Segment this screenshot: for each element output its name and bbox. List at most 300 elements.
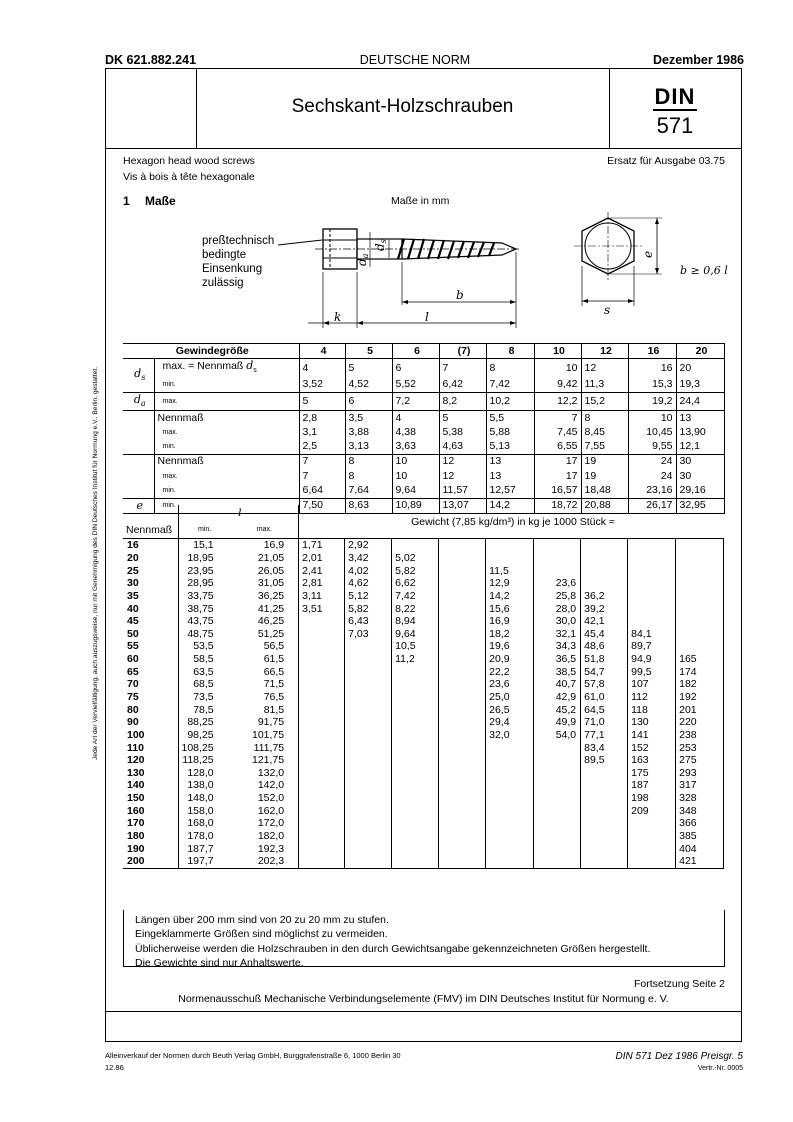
weight-value: 2,01 [299,552,345,565]
dimension-value: 17 [534,454,581,469]
weight-value [439,741,486,754]
notes [135,913,650,970]
dimension-value: 10 [392,454,439,469]
label-l: l [425,310,429,324]
section-title: Maße [145,194,176,208]
weight-value [299,653,345,666]
weight-value [581,564,628,577]
weight-value: 385 [676,830,724,843]
weight-value [439,678,486,691]
weight-value [299,678,345,691]
dimension-value: 13 [676,410,724,425]
weight-value [534,564,581,577]
weight-value: 20,9 [486,653,534,666]
weight-value [581,842,628,855]
length-max: 36,25 [228,590,299,603]
row-label-text: min. [162,381,176,389]
length-min: 73,5 [193,691,214,703]
col-nennmass: Nennmaß [123,521,178,539]
length-max: 56,5 [228,640,299,653]
dimension-value: 14,2 [486,498,534,513]
footer-sales: Alleinverkauf der Normen durch Beuth Verlag GmbH, Burggrafenstraße 6, 1000 Berlin 30 [105,1051,401,1060]
symbol-subscript: s [141,373,146,383]
dimension-value: 5,52 [392,377,439,392]
page-title: Sechskant-Holzschrauben [291,96,514,117]
dimension-row [123,410,724,425]
table-row [123,855,724,868]
weight-value: 118 [628,703,676,716]
dimension-value: 12,2 [534,392,581,410]
weight-value: 7,42 [392,590,439,603]
thread-size: 4 [299,344,345,359]
length-min: 128,0 [187,766,214,779]
dimension-value: 5 [299,392,345,410]
length-max: 202,3 [228,855,299,868]
weight-value [299,767,345,780]
weight-value: 57,8 [581,678,628,691]
symbol-letter: d [133,392,141,406]
weight-value [439,552,486,565]
weight-value [486,552,534,565]
weight-value: 77,1 [581,729,628,742]
row-label [154,425,299,439]
dimension-value: 5,13 [486,439,534,454]
weight-value [676,640,724,653]
weight-value [439,640,486,653]
table-row [123,741,724,754]
weight-value [439,703,486,716]
weight-value: 38,5 [534,665,581,678]
weight-value [581,804,628,817]
dimension-value: 9,64 [392,483,439,498]
row-label-text: max. [162,397,178,405]
weight-value [345,779,392,792]
dimension-value: 6,42 [439,377,486,392]
weight-value [345,653,392,666]
dimension-value: 15,3 [628,377,676,392]
dimension-symbol [123,359,154,392]
dimension-value: 4 [299,359,345,378]
weight-value [439,653,486,666]
dimension-value: 7 [439,359,486,378]
row-label [154,359,299,378]
dimension-value: 16 [628,359,676,378]
length-min: 28,95 [187,577,214,590]
weight-value: 16,9 [486,615,534,628]
header-divider [105,148,742,149]
table-row [123,615,724,628]
label-ds: d [373,243,387,251]
weight-value [439,577,486,590]
weight-value: 25,0 [486,691,534,704]
weight-value: 64,5 [581,703,628,716]
l-symbol: l [178,505,299,521]
weight-value: 3,42 [345,552,392,565]
dimension-value: 17 [534,469,581,483]
weight-value: 201 [676,703,724,716]
weight-value [392,703,439,716]
weight-value: 11,5 [486,564,534,577]
weight-value [439,627,486,640]
weight-value: 23,6 [486,678,534,691]
weight-value: 99,5 [628,665,676,678]
dimension-value: 3,1 [299,425,345,439]
weight-value: 6,43 [345,615,392,628]
weight-value [534,817,581,830]
length-max: 152,0 [228,792,299,805]
dimension-value: 3,5 [345,410,392,425]
weight-value [392,817,439,830]
nominal-length: 100 [123,729,178,742]
dimension-value: 20 [676,359,724,378]
dimension-value: 11,3 [581,377,628,392]
weight-value [581,792,628,805]
dimension-value: 20,88 [581,498,628,513]
replaces-note: Ersatz für Ausgabe 03.75 [607,155,725,167]
length-min: 63,5 [193,665,214,678]
weight-value: 107 [628,678,676,691]
weight-value [676,577,724,590]
weight-value [628,615,676,628]
weight-header: Gewicht (7,85 kg/dm³) in kg je 1000 Stück ≈ [411,515,615,528]
nominal-length: 190 [123,842,178,855]
weight-value: 18,2 [486,627,534,640]
weight-value [392,779,439,792]
weight-value [676,552,724,565]
row-label [154,439,299,454]
weight-value [534,804,581,817]
dimension-value: 4,63 [439,439,486,454]
weight-value: 45,2 [534,703,581,716]
weight-value: 3,11 [299,590,345,603]
length-min: 197,7 [178,855,228,868]
weight-value [581,539,628,552]
symbol-letter: d [134,366,142,380]
weight-value [439,590,486,603]
weight-value [299,665,345,678]
length-min: 187,7 [187,842,214,855]
nominal-length: 75 [123,691,178,704]
dimension-value: 5,5 [486,410,534,425]
dimension-value: 6 [392,359,439,378]
weight-value: 4,62 [345,577,392,590]
weight-value: 9,64 [392,627,439,640]
weight-value [534,792,581,805]
weight-value: 39,2 [581,602,628,615]
dimension-table-header [123,344,724,359]
screw-side-view [278,229,520,328]
weight-value: 421 [676,855,724,868]
length-min: 58,5 [193,653,214,666]
note-line: Eingeklammerte Größen sind möglichst zu vermeiden. [135,928,388,941]
nominal-length: 30 [123,577,178,590]
weight-value: 6,62 [392,577,439,590]
table-row [123,754,724,767]
dimension-value: 4 [392,410,439,425]
col-min: min. [197,525,212,533]
weight-value [299,842,345,855]
length-min: 53,5 [193,640,214,653]
weight-table-header [123,505,724,521]
weight-value: 36,5 [534,653,581,666]
weight-value [628,539,676,552]
weight-value [628,602,676,615]
length-max: 142,0 [228,779,299,792]
weight-value [439,754,486,767]
dimension-value: 12 [439,454,486,469]
weight-value [628,564,676,577]
table-row [123,665,724,678]
nominal-length: 50 [123,627,178,640]
weight-value: 2,92 [345,539,392,552]
length-max: 81,5 [228,703,299,716]
dimension-value: 7,50 [299,498,345,513]
symbol-subscript: a [140,398,146,408]
dimension-value: 6,64 [299,483,345,498]
weight-value: 51,8 [581,653,628,666]
weight-value [392,842,439,855]
weight-value: 2,41 [299,564,345,577]
weight-value [439,716,486,729]
weight-value: 253 [676,741,724,754]
length-max: 111,75 [228,741,299,754]
weight-value [439,665,486,678]
weight-value [439,855,486,868]
weight-value: 40,7 [534,678,581,691]
weight-value: 348 [676,804,724,817]
weight-value [534,754,581,767]
length-min: 43,75 [187,615,214,628]
dimension-value: 18,48 [581,483,628,498]
nominal-length: 90 [123,716,178,729]
weight-value [486,830,534,843]
row-label-text: max. = Nennmaß [162,360,244,373]
weight-value [345,767,392,780]
din-logo [647,84,703,110]
drawing-note-line: preßtechnisch [202,235,275,247]
weight-value: 3,51 [299,602,345,615]
weight-value: 22,2 [486,665,534,678]
weight-value: 61,0 [581,691,628,704]
label-b: b [456,288,464,302]
weight-value [439,602,486,615]
footer-vertr: Vertr.-Nr. 0005 [697,1065,743,1072]
weight-value: 25,8 [534,590,581,603]
length-max: 66,5 [228,665,299,678]
weight-value [299,729,345,742]
length-max: 132,0 [228,767,299,780]
thread-size: 8 [486,344,534,359]
weight-value [676,615,724,628]
weight-value [345,804,392,817]
weight-value: 32,1 [534,627,581,640]
col-max: max. [228,521,299,539]
weight-value: 366 [676,817,724,830]
table-row [123,590,724,603]
dimension-value: 19 [581,454,628,469]
weight-value: 83,4 [581,741,628,754]
label-s: s [604,303,611,317]
dimension-value: 7 [299,469,345,483]
weight-value [345,640,392,653]
weight-value [581,767,628,780]
committee-line: Normenausschuß Mechanische Verbindungselemente (FMV) im DIN Deutsches Institut für Normung e. V. [178,993,669,1005]
dimension-value: 2,8 [299,410,345,425]
header-divider-right [609,68,610,148]
length-min: 68,5 [193,678,214,691]
length-min: 38,75 [187,602,214,615]
table-row [123,564,724,577]
nominal-length: 35 [123,590,178,603]
weight-value [392,855,439,868]
weight-value [439,615,486,628]
weight-value: 28,0 [534,602,581,615]
dimension-value: 8 [345,454,392,469]
weight-value: 5,82 [345,602,392,615]
weight-value: 26,5 [486,703,534,716]
dimension-value: 30 [676,469,724,483]
unit-note: Maße in mm [391,195,450,207]
dimension-row [123,469,724,483]
weight-value [486,779,534,792]
weight-value: 293 [676,767,724,780]
weight-value: 220 [676,716,724,729]
length-max: 16,9 [228,539,299,552]
length-min: 78,5 [193,703,214,716]
dimension-row [123,377,724,392]
weight-value: 404 [676,842,724,855]
din-logo-text: DIN [654,84,696,109]
weight-value: 30,0 [534,615,581,628]
row-label [154,392,299,410]
row-label-text: max. [162,428,178,436]
dimension-value: 9,55 [628,439,676,454]
length-max: 162,0 [228,804,299,817]
table-row [123,640,724,653]
weight-value [299,640,345,653]
dimension-value: 5,38 [439,425,486,439]
thread-size: 6 [392,344,439,359]
dimension-value: 24 [628,469,676,483]
table-row [123,792,724,805]
weight-value: 275 [676,754,724,767]
dimension-value: 6 [345,392,392,410]
length-max: 21,05 [228,552,299,565]
weight-value: 36,2 [581,590,628,603]
weight-value: 89,5 [581,754,628,767]
dimension-value: 26,17 [628,498,676,513]
nominal-length: 55 [123,640,178,653]
weight-value [439,729,486,742]
nominal-length: 65 [123,665,178,678]
weight-value: 187 [628,779,676,792]
weight-value [581,830,628,843]
label-e: e [641,250,655,258]
length-max: 182,0 [228,830,299,843]
table-row [123,552,724,565]
copyright-side-note: Jede Art der Vervielfältigung, auch auszugsweise, nur mit Genehmigung des DIN Deutsches Institut für Normung e.V., Berlin, gestattet. [92,366,99,760]
weight-value [628,817,676,830]
length-min: 158,0 [187,804,214,817]
dimension-value: 10,45 [628,425,676,439]
weight-value [299,855,345,868]
weight-value: 7,03 [345,627,392,640]
length-max: 51,25 [228,627,299,640]
weight-value [581,855,628,868]
weight-value [439,691,486,704]
length-min: 48,75 [187,627,214,640]
table-row [123,627,724,640]
dk-number: DK 621.882.241 [105,53,197,67]
dimension-value: 7,64 [345,483,392,498]
weight-value [534,767,581,780]
dimension-value: 8,2 [439,392,486,410]
drawing-note-line: Einsenkung [202,263,263,275]
table-row [123,602,724,615]
weight-value [486,767,534,780]
weight-value [581,817,628,830]
dimension-value: 24,4 [676,392,724,410]
dimension-value: 6,55 [534,439,581,454]
footer-ref: DIN 571 Dez 1986 Preisgr. 5 [615,1051,743,1062]
drawing-note-line: bedingte [202,249,247,261]
table-row [123,577,724,590]
row-label [154,469,299,483]
nominal-length: 180 [123,830,178,843]
dimension-value: 16,57 [534,483,581,498]
dimension-value: 19 [581,469,628,483]
weight-value [299,792,345,805]
issue-date: Dezember 1986 [652,53,744,67]
note-line: Üblicherweise werden die Holzschrauben in den durch Gewichtsangabe gekennzeichneten Größen hergestellt. [135,942,651,955]
dimension-value: 32,95 [676,498,724,513]
weight-value [676,539,724,552]
dimension-table [123,343,725,514]
length-min: 148,0 [187,792,214,805]
dimension-value: 8 [581,410,628,425]
weight-value [392,741,439,754]
weight-value [392,754,439,767]
dimension-value: 7,42 [486,377,534,392]
weight-value [486,855,534,868]
weight-value [676,627,724,640]
weight-value: 112 [628,691,676,704]
weight-value [628,855,676,868]
weight-value [534,552,581,565]
table-row [123,729,724,742]
length-min: 98,25 [187,728,214,741]
dimension-value: 5 [345,359,392,378]
section-number: 1 [123,194,130,208]
weight-value [299,741,345,754]
length-max: 26,05 [228,564,299,577]
length-min: 88,25 [187,716,214,729]
weight-value: 5,02 [392,552,439,565]
length-max: 76,5 [228,691,299,704]
dimension-value: 12,57 [486,483,534,498]
weight-value: 54,7 [581,665,628,678]
weight-value: 14,2 [486,590,534,603]
weight-value [299,804,345,817]
nominal-length: 20 [123,552,178,565]
weight-value [534,855,581,868]
weight-value: 5,82 [392,564,439,577]
weight-value [345,716,392,729]
dimension-value: 7 [534,410,581,425]
weight-value [345,741,392,754]
weight-value [299,703,345,716]
weight-value [345,678,392,691]
